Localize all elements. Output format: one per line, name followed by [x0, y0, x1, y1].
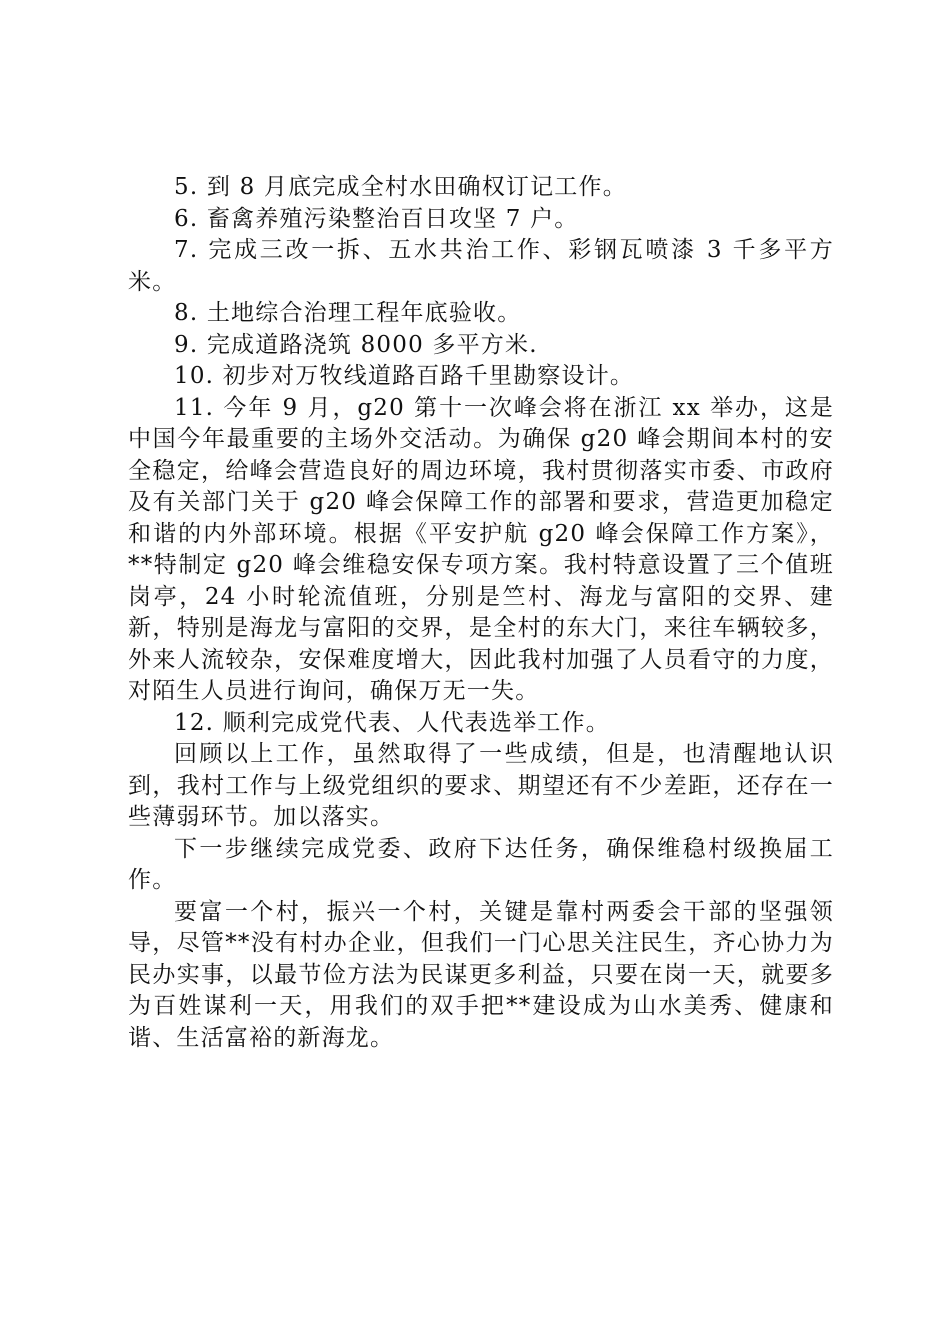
- paragraph-item-11: 11. 今年 9 月，g20 第十一次峰会将在浙江 xx 举办，这是中国今年最重要的主场外交活动。为确保 g20 峰会期间本村的安全稳定，给峰会营造良好的周边环境，我村贯彻落实市委、市政府及有关部门关于 g20 峰会保障工作的部署和要求，营造更加稳定和谐的内外部环境。根据《平安护航 g20 峰会保障工作方案》，**特制定 g20 峰会维稳安保专项方案。我村特意设置了三个值班岗亭，24 小时轮流值班，分别是竺村、海龙与富阳的交界、建新，特别是海龙与富阳的交界，是全村的东大门，来往车辆较多，外来人流较杂，安保难度增大，因此我村加强了人员看守的力度，对陌生人员进行询问，确保万无一失。: [128, 394, 834, 704]
- paragraph-conclusion: 要富一个村，振兴一个村，关键是靠村两委会干部的坚强领导，尽管**没有村办企业，但我们一门心思关注民生，齐心协力为民办实事，以最节俭方法为民谋更多利益，只要在岗一天，就要多为百姓谋利一天，用我们的双手把**建设成为山水美秀、健康和谐、生活富裕的新海龙。: [128, 898, 834, 1051]
- document-body: [128, 172, 834, 1054]
- paragraph-item-7: 7. 完成三改一拆、五水共治工作、彩钢瓦喷漆 3 千多平方米。: [128, 237, 834, 295]
- paragraph-item-8: 8. 土地综合治理工程年底验收。: [174, 300, 522, 326]
- paragraph-item-5: 5. 到 8 月底完成全村水田确权订记工作。: [174, 174, 627, 200]
- paragraph-item-9: 9. 完成道路浇筑 8000 多平方米.: [174, 331, 538, 358]
- paragraph-review: 回顾以上工作，虽然取得了一些成绩，但是，也清醒地认识到，我村工作与上级党组织的要求、期望还有不少差距，还存在一些薄弱环节。加以落实。: [128, 741, 834, 830]
- paragraph-next-step: 下一步继续完成党委、政府下达任务，确保维稳村级换届工作。: [128, 835, 834, 893]
- paragraph-item-6: 6. 畜禽养殖污染整治百日攻坚 7 户。: [174, 205, 579, 232]
- paragraph-item-12: 12. 顺利完成党代表、人代表选举工作。: [174, 709, 610, 736]
- paragraph-item-10: 10. 初步对万牧线道路百路千里勘察设计。: [174, 363, 635, 389]
